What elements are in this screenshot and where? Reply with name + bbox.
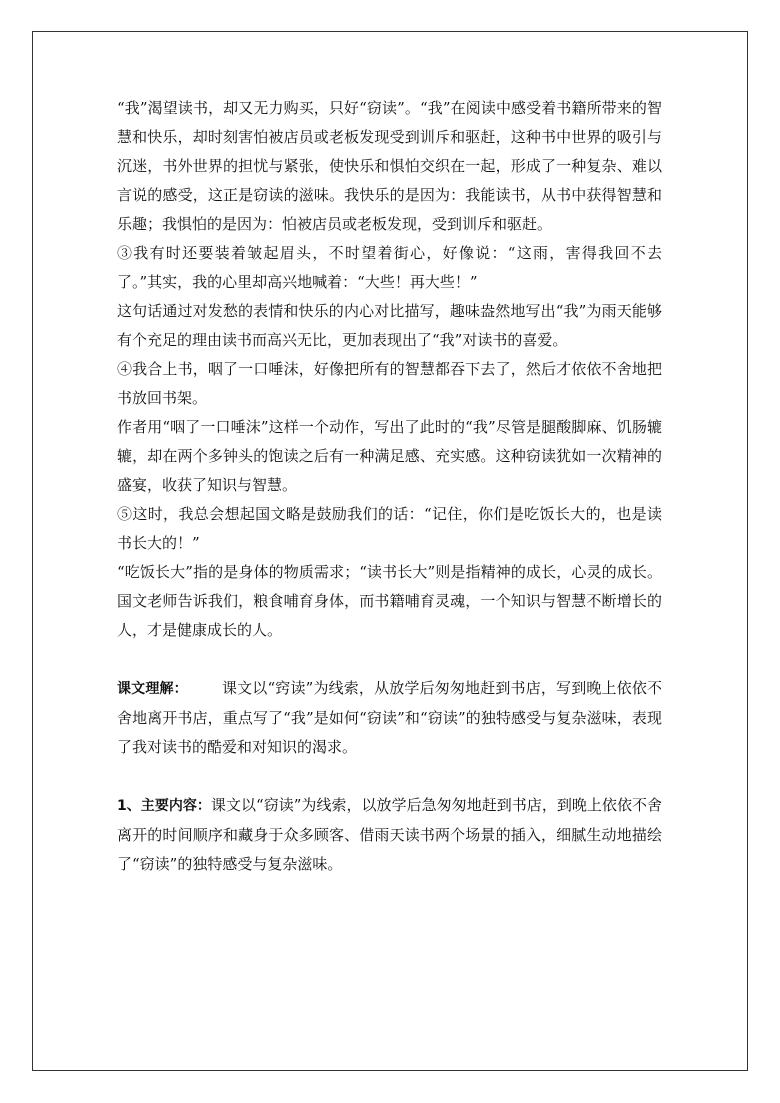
understanding-text: 课文以“窍读”为线索，从放学后匆匆地赶到书店，写到晚上依依不舍地离开书店，重点写了“我”是如何“窃读”和“窃读”的独特感受与复杂滋味，表现了我对读书的酷爱和对知识的渴求。 bbox=[117, 679, 663, 756]
quote-5: ⑤这时，我总会想起国文略是鼓励我们的话：“记住，你们是吃饭长大的，也是读书长大的！” bbox=[117, 505, 662, 552]
quote-4: ④我合上书，咽了一口唾沫，好像把所有的智慧都吞下去了，然后才依依不舍地把书放回书架。 bbox=[117, 360, 662, 407]
understanding-label: 课文理解： bbox=[117, 681, 188, 697]
quote-3: ③我有时还要装着皱起眉头，不时望着街心，好像说：“这雨，害得我回不去了。”其实，我的心里却高兴地喊着：“大些！再大些！” bbox=[117, 244, 662, 291]
paragraph-analysis-5: “吃饭长大”指的是身体的物质需求；“读书长大”则是指精神的成长，心灵的成长。国文老师告诉我们，粮食哺育身体，而书籍哺育灵魂，一个知识与智慧不断增长的人，才是健康成长的人。 bbox=[117, 563, 662, 639]
paragraph-analysis-4: 作者用“咽了一口唾沫”这样一个动作，写出了此时的“我”尽管是腿酸脚麻、饥肠辘辘，却在两个多钟头的饱读之后有一种满足感、充实感。这种窃读犹如一次精神的盛宴，收获了知识与智慧。 bbox=[117, 418, 662, 494]
blank-line bbox=[117, 762, 662, 791]
main-content-text: 课文以“窃读”为线索，以放学后急匆匆地赶到书店，到晚上依依不舍离开的时间顺序和藏身于众多顾客、借雨天读书两个场景的插入，细腻生动地描绘了“窃读”的独特感受与复杂滋味。 bbox=[117, 796, 662, 873]
main-content-label: 1、主要内容： bbox=[117, 798, 211, 814]
document-body bbox=[117, 94, 662, 879]
paragraph-analysis-1: “我”渴望读书，却又无力购买，只好“窃读”。“我”在阅读中感受着书籍所带来的智慧和快乐，却时刻害怕被店员或老板发现受到训斥和驱赶，这种书中世界的吸引与沉迷，书外世界的担忧与紧张，使快乐和惧怕交织在一起，形成了一种复杂、难以言说的感受，这正是窃读的滋味。我快乐的是因为：我能读书，从书中获得智慧和乐趣；我惧怕的是因为：怕被店员或老板发现，受到训斥和驱赶。 bbox=[117, 99, 662, 233]
understanding-section bbox=[117, 674, 662, 762]
paragraph-analysis-3: 这句话通过对发愁的表情和快乐的内心对比描写，趣味盎然地写出“我”为雨天能够有个充足的理由读书而高兴无比，更加表现出了“我”对读书的喜爱。 bbox=[117, 302, 662, 349]
main-content-section bbox=[117, 791, 662, 879]
blank-line bbox=[117, 645, 662, 674]
